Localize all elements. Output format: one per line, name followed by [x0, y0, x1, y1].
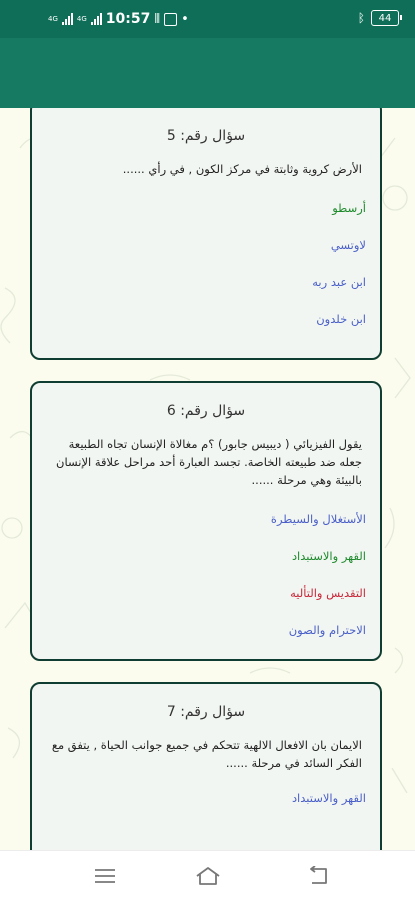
question-text: يقول الفيزيائي ( ديبيس جابور) ؟م مغالاة الإنسان تجاه الطبيعة جعله ضد طبيعته الخاصة. تجسد العبارة أحد مراحل علاقة الإنسان بالبيئة وهي مرحلة ......	[56, 437, 362, 487]
question-card-6	[30, 381, 382, 661]
back-icon[interactable]	[306, 866, 330, 886]
question-card-5	[30, 108, 382, 360]
clock: 10:57	[105, 11, 151, 27]
answer-option[interactable]: لاوتسي	[330, 238, 366, 252]
navigation-bar	[0, 850, 415, 901]
app-notification-icon	[164, 13, 177, 26]
answer-option[interactable]: التقديس والتأليه	[290, 586, 366, 600]
answer-option[interactable]: أرسطو	[332, 201, 366, 215]
question-text: الايمان بان الافعال الالهية تتحكم في جميع جوانب الحياة , يتفق مع الفكر السائد في مرحلة ......	[51, 738, 362, 770]
vibrate-icon: ⦀	[154, 11, 161, 27]
answer-option[interactable]: القهر والاستبداد	[291, 549, 366, 563]
answer-option[interactable]: القهر والاستبداد	[291, 791, 366, 805]
bluetooth-icon: ᛒ	[357, 11, 365, 25]
question-text: الأرض كروية وثابتة في مركز الكون , في رأي ......	[122, 162, 362, 176]
answer-option[interactable]: الأستغلال والسيطرة	[270, 512, 366, 526]
questions-list[interactable]	[0, 108, 415, 850]
status-bar	[0, 0, 415, 38]
signal-icon-2	[91, 13, 102, 25]
home-icon[interactable]	[195, 866, 221, 886]
question-title: سؤال رقم: 6	[166, 403, 246, 419]
answer-option[interactable]: الاحترام والصون	[288, 623, 366, 637]
question-title: سؤال رقم: 7	[166, 704, 246, 720]
network-type-1: 4G	[48, 15, 58, 23]
answer-option[interactable]: ابن عبد ربه	[312, 275, 366, 289]
network-type-2: 4G	[76, 15, 87, 23]
question-card-7	[30, 682, 382, 850]
signal-icon-1	[62, 13, 73, 25]
menu-icon[interactable]	[94, 868, 116, 884]
question-title: سؤال رقم: 5	[166, 128, 246, 144]
answer-option[interactable]: ابن خلدون	[316, 312, 366, 326]
more-notifications-icon: •	[181, 11, 189, 27]
app-toolbar	[0, 38, 415, 108]
battery-level: 44	[378, 12, 392, 24]
battery-icon	[371, 10, 399, 26]
